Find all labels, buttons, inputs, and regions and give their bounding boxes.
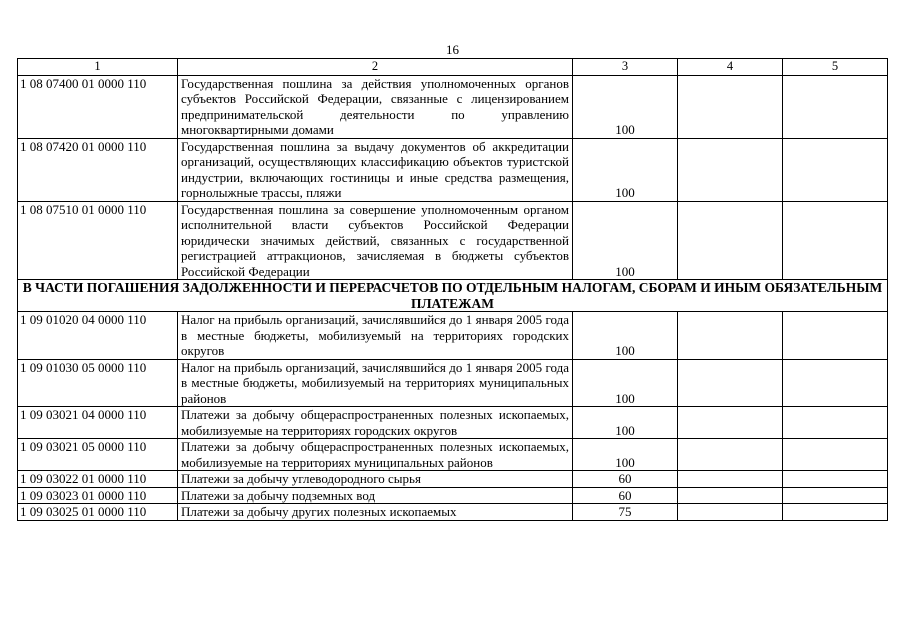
table-row	[18, 471, 888, 488]
revenue-name-text: Государственная пошлина за действия уполномоченных органов субъектов Российской Федерации, связанные с лицензированием предпринимательской деятельности по управлению многоквартирными домами	[181, 75, 569, 137]
column-5-cell	[783, 487, 888, 504]
table-row	[18, 439, 888, 471]
table-row	[18, 407, 888, 439]
revenue-name-text: Платежи за добычу других полезных ископаемых	[181, 504, 457, 519]
revenue-name-cell	[178, 471, 573, 488]
column-4-cell	[678, 471, 783, 488]
norm-value-cell: 100	[573, 407, 678, 439]
revenue-name-text: Государственная пошлина за выдачу документов об аккредитации организаций, осуществляющих классификацию объектов туристской индустрии, включающих гостиницы и иные средства размещения, горнолыжные трассы, пляжи	[181, 138, 569, 200]
revenue-name-cell	[178, 359, 573, 407]
column-4-cell	[678, 359, 783, 407]
revenue-code-cell: 1 09 01020 04 0000 110	[18, 312, 178, 360]
column-4-cell	[678, 407, 783, 439]
revenue-name-text: Платежи за добычу углеводородного сырья	[181, 471, 421, 486]
revenue-code-cell: 1 08 07510 01 0000 110	[18, 201, 178, 280]
column-4-cell	[678, 138, 783, 201]
norm-value-cell: 60	[573, 487, 678, 504]
revenue-name-text: Налог на прибыль организаций, зачислявшийся до 1 января 2005 года в местные бюджеты, мобилизуемый на территориях муниципальных районов	[181, 359, 569, 406]
section-title: В ЧАСТИ ПОГАШЕНИЯ ЗАДОЛЖЕННОСТИ И ПЕРЕРАСЧЕТОВ ПО ОТДЕЛЬНЫМ НАЛОГАМ, СБОРАМ И ИНЫМ ОБЯЗАТЕЛЬНЫМ ПЛАТЕЖАМ	[18, 280, 888, 312]
table-row	[18, 201, 888, 280]
revenue-name-text: Платежи за добычу общераспространенных полезных ископаемых, мобилизуемые на территориях муниципальных районов	[181, 439, 569, 470]
revenue-name-cell	[178, 439, 573, 471]
column-4-cell	[678, 201, 783, 280]
table-row	[18, 504, 888, 521]
table-row	[18, 75, 888, 138]
table-row	[18, 312, 888, 360]
norm-value-cell: 100	[573, 138, 678, 201]
revenue-name-text: Налог на прибыль организаций, зачислявшийся до 1 января 2005 года в местные бюджеты, мобилизуемый на территориях городских округов	[181, 312, 569, 358]
column-5-cell	[783, 201, 888, 280]
revenue-name-cell	[178, 138, 573, 201]
revenue-code-cell: 1 09 01030 05 0000 110	[18, 359, 178, 407]
column-5-cell	[783, 138, 888, 201]
norm-value-cell: 100	[573, 312, 678, 360]
revenue-name-cell	[178, 487, 573, 504]
norm-value-cell: 100	[573, 439, 678, 471]
table-row	[18, 487, 888, 504]
column-4-cell	[678, 312, 783, 360]
revenue-code-cell: 1 08 07420 01 0000 110	[18, 138, 178, 201]
column-4-cell	[678, 75, 783, 138]
column-header: 3	[573, 59, 678, 76]
revenue-code-cell: 1 09 03022 01 0000 110	[18, 471, 178, 488]
column-5-cell	[783, 504, 888, 521]
column-header: 1	[18, 59, 178, 76]
column-4-cell	[678, 487, 783, 504]
norm-value-cell: 100	[573, 201, 678, 280]
norm-value-cell: 100	[573, 359, 678, 407]
column-header: 4	[678, 59, 783, 76]
table-row	[18, 138, 888, 201]
revenue-code-cell: 1 08 07400 01 0000 110	[18, 75, 178, 138]
column-5-cell	[783, 407, 888, 439]
norm-value-cell: 75	[573, 504, 678, 521]
revenue-code-cell: 1 09 03021 05 0000 110	[18, 439, 178, 471]
column-5-cell	[783, 439, 888, 471]
revenue-name-cell	[178, 201, 573, 280]
revenue-name-text: Платежи за добычу подземных вод	[181, 487, 376, 503]
norm-value-cell: 100	[573, 75, 678, 138]
table-row	[18, 359, 888, 407]
column-header: 2	[178, 59, 573, 76]
column-4-cell	[678, 504, 783, 521]
revenue-name-cell	[178, 504, 573, 521]
revenue-name-cell	[178, 407, 573, 439]
revenue-code-cell: 1 09 03023 01 0000 110	[18, 487, 178, 504]
column-5-cell	[783, 75, 888, 138]
column-5-cell	[783, 312, 888, 360]
norm-value-cell: 60	[573, 471, 678, 488]
revenue-name-cell	[178, 75, 573, 138]
table-header-row	[18, 59, 888, 76]
revenue-table	[17, 58, 888, 521]
revenue-name-text: Государственная пошлина за совершение уполномоченным органом исполнительной власти субъектов Российской Федерации юридически значимых действий, связанных с государственной регистрацией аттракционов, зачисляемая в бюджеты субъектов Российской Федерации	[181, 201, 569, 279]
column-5-cell	[783, 471, 888, 488]
column-4-cell	[678, 439, 783, 471]
revenue-code-cell: 1 09 03025 01 0000 110	[18, 504, 178, 521]
section-header-row	[18, 280, 888, 312]
revenue-code-cell: 1 09 03021 04 0000 110	[18, 407, 178, 439]
revenue-name-cell	[178, 312, 573, 360]
column-5-cell	[783, 359, 888, 407]
page-number: 16	[446, 42, 459, 57]
revenue-name-text: Платежи за добычу общераспространенных полезных ископаемых, мобилизуемые на территориях городских округов	[181, 407, 569, 438]
column-header: 5	[783, 59, 888, 76]
